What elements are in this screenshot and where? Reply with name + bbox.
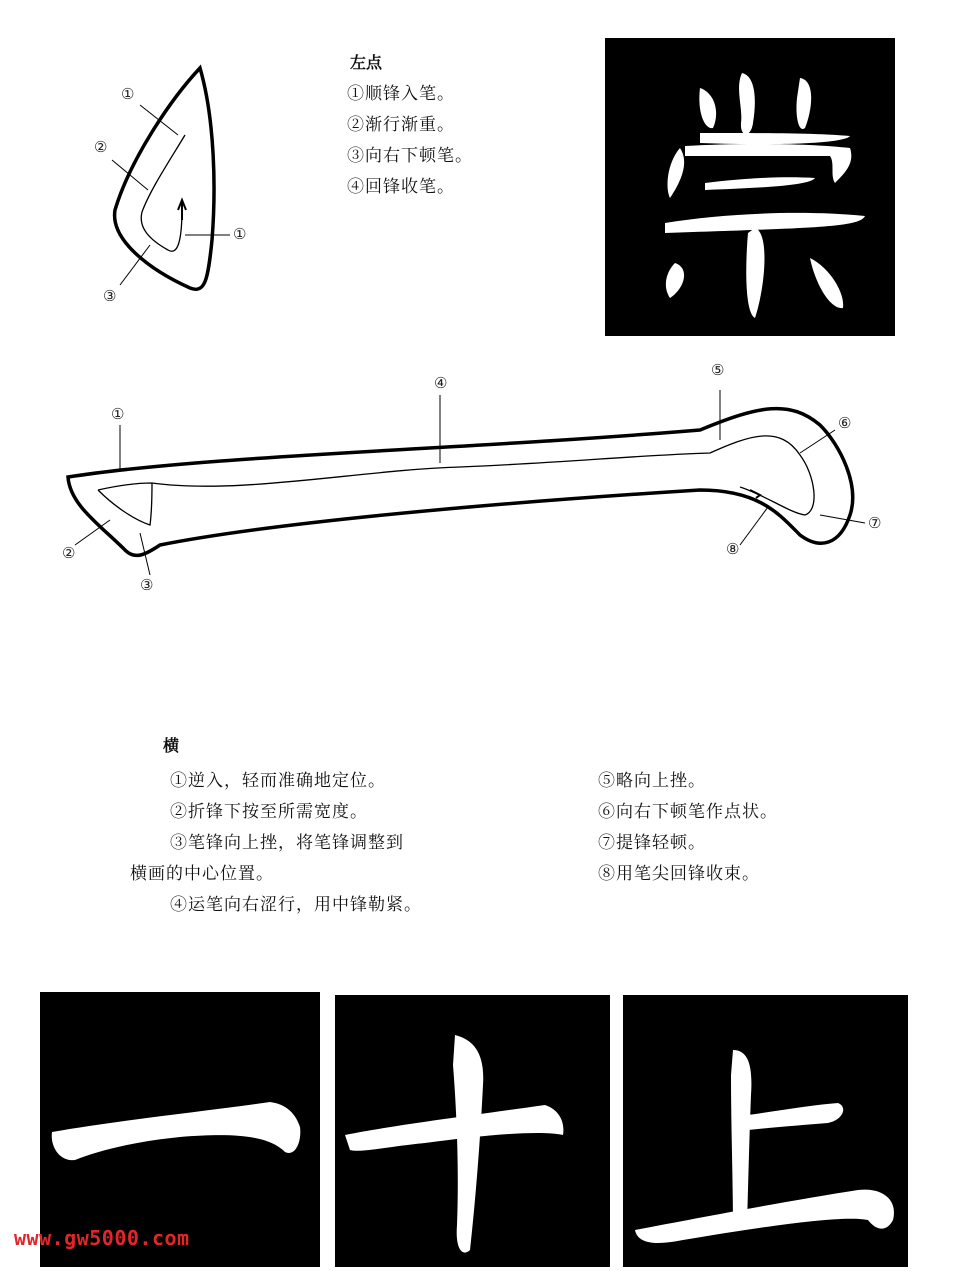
horizontal-step-1: ①逆入，轻而准确地定位。	[170, 771, 386, 791]
dot-step-3: ③向右下顿笔。	[347, 146, 473, 166]
dot-step-4: ④回锋收笔。	[347, 177, 455, 197]
rubbing-shang-strokes	[623, 995, 908, 1267]
horizontal-step-3-cont: 横画的中心位置。	[130, 864, 274, 884]
horizontal-label-2: ②	[62, 544, 76, 562]
horizontal-step-8: ⑧用笔尖回锋收束。	[598, 864, 760, 884]
dot-label-1: ①	[121, 85, 135, 103]
horizontal-step-3: ③笔锋向上挫，将笔锋调整到	[170, 833, 404, 853]
horizontal-outline	[68, 409, 853, 556]
rubbing-shi-strokes	[335, 995, 610, 1267]
horizontal-label-5: ⑤	[711, 361, 725, 379]
rubbing-shang	[623, 995, 908, 1267]
horizontal-step-7: ⑦提锋轻顿。	[598, 833, 706, 853]
horizontal-step-6: ⑥向右下顿笔作点状。	[598, 802, 778, 822]
dot-arrow	[178, 200, 186, 220]
left-dot-diagram	[90, 60, 290, 320]
horizontal-step-4: ④运笔向右涩行，用中锋勒紧。	[170, 895, 422, 915]
dot-label-3: ③	[103, 287, 117, 305]
dot-title: 左点	[350, 53, 383, 72]
horizontal-label-8: ⑧	[726, 540, 740, 558]
dot-label-1b: ①	[233, 225, 247, 243]
horizontal-label-7: ⑦	[868, 514, 882, 532]
horizontal-stroke-diagram	[60, 395, 870, 570]
dot-inner-path	[141, 135, 185, 251]
horizontal-left-steps	[130, 766, 422, 921]
horizontal-step-2: ②折锋下按至所需宽度。	[170, 802, 368, 822]
horizontal-label-6: ⑥	[838, 414, 852, 432]
horizontal-label-3: ③	[140, 576, 154, 594]
rubbing-chong-strokes	[605, 38, 895, 336]
horizontal-label-4: ④	[434, 374, 448, 392]
horizontal-label-1: ①	[111, 405, 125, 423]
dot-step-2: ②渐行渐重。	[347, 115, 455, 135]
watermark-url: www.gw5000.com	[14, 1226, 190, 1250]
dot-label-2: ②	[94, 138, 108, 156]
dot-step-1: ①顺锋入笔。	[347, 84, 455, 104]
horizontal-title: 横	[163, 736, 180, 755]
horizontal-right-steps	[598, 766, 778, 890]
rubbing-chong	[605, 38, 895, 336]
rubbing-shi	[335, 995, 610, 1267]
dot-steps	[347, 79, 473, 203]
horizontal-step-5: ⑤略向上挫。	[598, 771, 706, 791]
